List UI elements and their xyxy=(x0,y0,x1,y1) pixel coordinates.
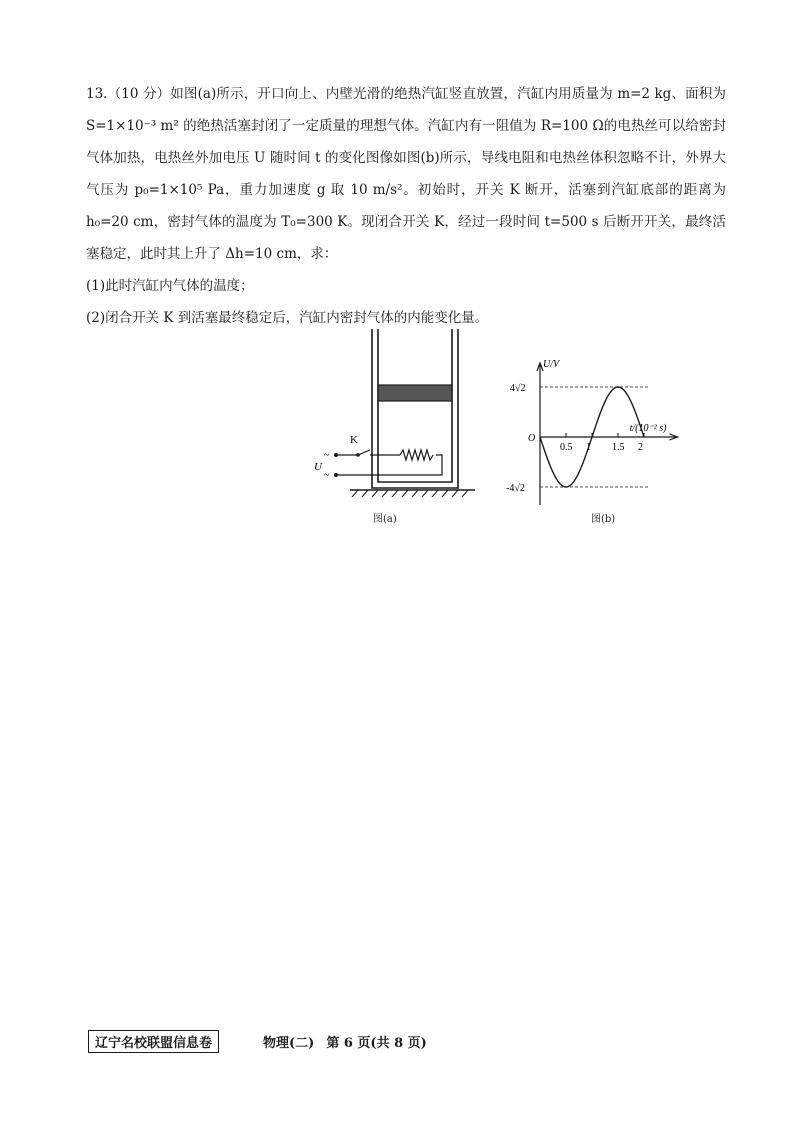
sub-question-2: (2)闭合开关 K 到活塞最终稳定后，汽缸内密封气体的内能变化量。 xyxy=(86,310,489,326)
figure-b-chart xyxy=(505,352,725,512)
y-axis-label: U/V xyxy=(543,359,560,370)
x-tick-label: 2 xyxy=(638,442,643,453)
y-tick-label: 4√2 xyxy=(510,383,526,394)
x-axis-label: t/(10⁻² s) xyxy=(629,423,667,434)
chart-axes xyxy=(506,359,678,505)
ac-symbol-top: ~ xyxy=(324,450,330,461)
figure-a-caption: 图(a) xyxy=(373,514,397,525)
figure-a-cylinder xyxy=(300,325,490,525)
figure-b-caption: 图(b) xyxy=(591,514,616,525)
voltage-label: U xyxy=(314,461,322,473)
switch-label: K xyxy=(350,434,358,446)
ac-symbol: ~ xyxy=(324,470,330,481)
x-tick-label: 0.5 xyxy=(560,442,573,453)
page-number: 第 6 页(共 8 页) xyxy=(326,1035,427,1051)
sub-question-1: (1)此时汽缸内气体的温度； xyxy=(86,278,254,294)
ground-hatch xyxy=(352,490,468,497)
piston xyxy=(378,385,452,401)
heating-wire xyxy=(400,450,433,460)
wire-top xyxy=(336,450,370,455)
cylinder-left-wall xyxy=(372,329,458,488)
x-tick-label: 1 xyxy=(586,442,591,453)
page-footer xyxy=(88,1030,427,1052)
problem-13 xyxy=(86,78,726,334)
subject-label: 物理(二) xyxy=(263,1035,315,1051)
problem-stem: 13.（10 分）如图(a)所示，开口向上、内壁光滑的绝热汽缸竖直放置，汽缸内用质量为 m=2 kg、面积为 S=1×10⁻³ m² 的绝热活塞封闭了一定质量的理想气体。汽缸内有一阻值为 R=100 Ω的电热丝可以给密封气体加热，电热丝外加电压 U 随时间 t 的变化图像如图(b)所示，导线电阻和电热丝体积忽略不计，外界大气压为 p₀=1×10⁵ Pa，重力加速度 g 取 10 m/s²。初始时，开关 K 断开，活塞到汽缸底部的距离为 h₀=20 cm，密封气体的温度为 T₀=300 K。现闭合开关 K，经过一段时间 t=500 s 后断开开关，最终活塞稳定，此时其上升了 Δh=10 cm，求： xyxy=(86,86,726,262)
origin-label: O xyxy=(528,433,536,444)
y-tick-label: -4√2 xyxy=(506,483,525,494)
exam-source: 辽宁名校联盟信息卷 xyxy=(88,1030,219,1053)
cylinder-left-inner xyxy=(378,329,452,482)
x-tick-label: 1.5 xyxy=(612,442,625,453)
